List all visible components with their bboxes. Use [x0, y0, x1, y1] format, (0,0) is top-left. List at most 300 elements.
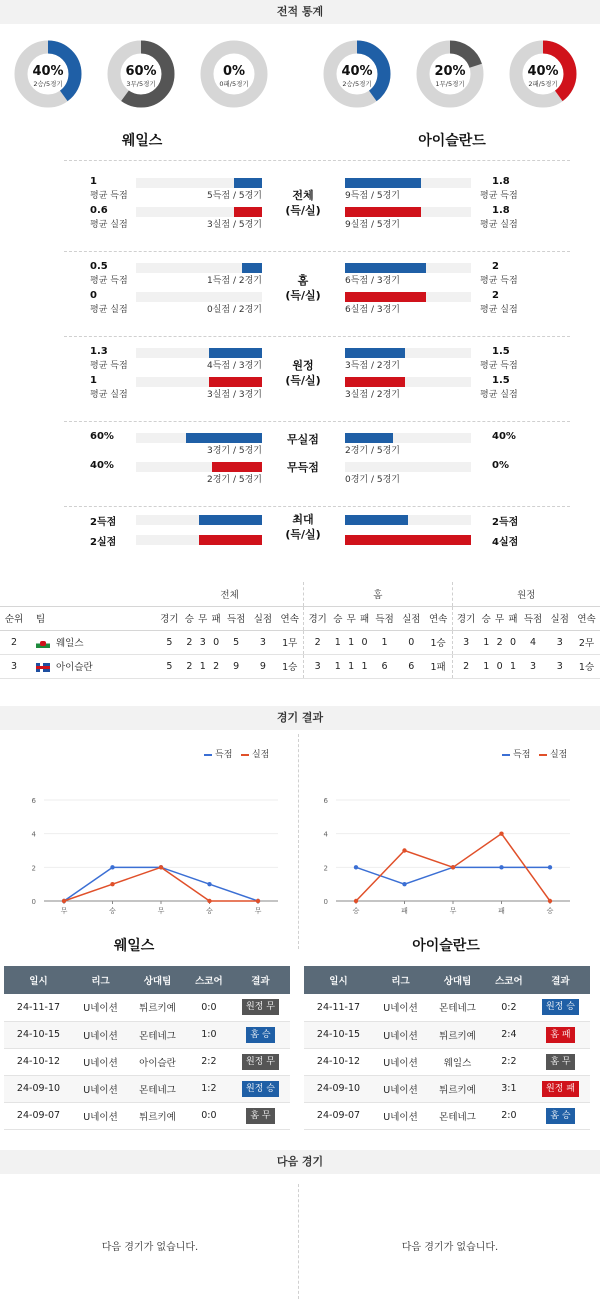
results-cell: 24-09-07: [304, 1102, 373, 1129]
center-line-2: (득/실): [285, 289, 321, 302]
results-cell: 3:1: [487, 1075, 531, 1102]
standings-cell: 2: [452, 654, 479, 678]
results-cell: 0:2: [487, 994, 531, 1021]
results-cell: U네이션: [373, 1048, 428, 1075]
standings-column-header: 경기: [156, 606, 183, 630]
results-cell: [531, 1102, 590, 1129]
standings-column-header: 승: [480, 606, 493, 630]
compare-value: 2: [492, 290, 499, 301]
standings-cell: 1승: [425, 630, 452, 654]
x-tick-label: 패: [401, 907, 408, 915]
compare-center-label: [263, 358, 343, 388]
standings-cell: 1: [480, 630, 493, 654]
results-cell: 몬테네그: [428, 1102, 487, 1129]
standings-cell: 2: [304, 630, 331, 654]
compare-bar: [209, 377, 262, 387]
compare-label: 평균 득점: [480, 276, 518, 286]
donut-label: [416, 64, 484, 88]
table-row: [304, 1021, 590, 1048]
center-line-1: 최대: [292, 513, 314, 526]
data-point: [207, 899, 211, 903]
compare-bar: [345, 535, 471, 545]
compare-label: 평균 실점: [90, 390, 128, 400]
results-column-header: 리그: [373, 966, 428, 994]
compare-bar: [345, 263, 426, 273]
table-row: [0, 630, 600, 654]
center-line-2: (득/실): [285, 204, 321, 217]
compare-value: 2득점: [492, 517, 519, 528]
compare-bar-text: 0경기 / 5경기: [345, 475, 400, 485]
compare-center-label: [263, 188, 343, 218]
legend-right: [502, 747, 567, 760]
standings-cell: 2: [183, 630, 196, 654]
compare-label: 평균 실점: [480, 220, 518, 230]
donut-percent: 40%: [527, 64, 559, 79]
results-column-header: 상대팀: [428, 966, 487, 994]
compare-bar: [345, 207, 421, 217]
results-cell: 0:0: [187, 1102, 231, 1129]
away-form-chart: [300, 780, 598, 920]
compare-value: 4실점: [492, 537, 519, 548]
results-cell: 1:0: [187, 1021, 231, 1048]
table-row: [304, 1102, 590, 1129]
compare-value: 0%: [492, 460, 509, 471]
compare-bar-text: 3실점 / 5경기: [207, 220, 262, 230]
compare-value: 2득점: [90, 517, 117, 528]
compare-bar: [345, 515, 408, 525]
home-results-title: 웨일스: [113, 938, 155, 954]
data-point: [451, 865, 455, 869]
data-point: [110, 882, 114, 886]
results-cell: 몬테네그: [128, 1021, 187, 1048]
legend-scored-label: 득점: [513, 750, 531, 760]
wales-flag-icon: [36, 639, 50, 648]
donut-label: [14, 64, 82, 88]
standings-column-header: 패: [358, 606, 371, 630]
data-point: [548, 865, 552, 869]
away-team-title: 아이슬란드: [418, 133, 486, 149]
data-point: [402, 882, 406, 886]
data-point: [159, 865, 163, 869]
legend-scored-swatch: [204, 754, 212, 756]
donut-subtitle: 2승/5경기: [33, 80, 63, 88]
y-tick-label: 2: [323, 864, 328, 873]
standings-cell: 1패: [425, 654, 452, 678]
compare-center-label: [263, 273, 343, 303]
center-line-2: (득/실): [285, 374, 321, 387]
compare-bar-text: 3득점 / 2경기: [345, 361, 400, 371]
result-badge: 원정 패: [542, 1081, 579, 1097]
x-tick-label: 무: [254, 907, 262, 915]
compare-value: 2실점: [90, 537, 117, 548]
compare-center-label: [263, 512, 343, 542]
compare-value: 1.3: [90, 346, 108, 357]
compare-label: 평균 실점: [480, 305, 518, 315]
compare-value: 2: [492, 261, 499, 272]
standings-cell: 1: [196, 654, 209, 678]
results-cell: 튀르키예: [128, 1102, 187, 1129]
table-row: [4, 1021, 290, 1048]
result-badge: 홈 승: [246, 1027, 274, 1043]
y-tick-label: 0: [323, 898, 328, 906]
standings-cell: 5: [156, 654, 183, 678]
center-line-2: 무득점: [287, 461, 319, 474]
home-next-empty: 다음 경기가 없습니다.: [101, 1242, 199, 1253]
results-column-header: 리그: [73, 966, 128, 994]
result-badge: 홈 무: [246, 1108, 274, 1124]
compare-label: 평균 득점: [480, 191, 518, 201]
standings-cell: 2무: [573, 630, 600, 654]
x-tick-label: 무: [60, 907, 68, 915]
compare-center-label: [263, 432, 343, 475]
standings-cell: 3: [546, 654, 573, 678]
table-row: [304, 1048, 590, 1075]
home-form-chart: [0, 780, 298, 920]
compare-bar-text: 2경기 / 5경기: [207, 475, 262, 485]
compare-bar: [345, 178, 421, 188]
team-name-cell: 아이슬란: [28, 654, 156, 678]
standings-table: [0, 582, 600, 679]
donut-subtitle: 0패/5경기: [219, 80, 249, 88]
standings-column-header: 실점: [398, 606, 425, 630]
standings-column-header: 패: [506, 606, 519, 630]
standings-cell: 1승: [573, 654, 600, 678]
standings-group-header: 홈: [304, 582, 452, 606]
results-section-title: 경기 결과: [0, 706, 600, 730]
standings-cell: 1: [480, 654, 493, 678]
results-cell: 0:0: [187, 994, 231, 1021]
results-cell: U네이션: [373, 1102, 428, 1129]
standings-cell: 3: [304, 654, 331, 678]
standings-cell: 1: [345, 630, 358, 654]
results-cell: 튀르키예: [128, 994, 187, 1021]
standings-cell: 5: [223, 630, 250, 654]
standings-column-header: 팀: [28, 606, 156, 630]
compare-bar-text: 2경기 / 5경기: [345, 446, 400, 456]
donut-label: [509, 64, 577, 88]
table-row: [4, 1102, 290, 1129]
compare-bar: [345, 348, 405, 358]
results-cell: 웨일스: [428, 1048, 487, 1075]
results-cell: 2:2: [487, 1048, 531, 1075]
standings-cell: 1무: [276, 630, 303, 654]
compare-label: 평균 득점: [90, 361, 128, 371]
table-row: [4, 994, 290, 1021]
donut-subtitle: 1무/5경기: [435, 80, 465, 88]
compare-bar: [345, 292, 426, 302]
standings-cell: 9: [223, 654, 250, 678]
iceland-flag-icon: [36, 663, 50, 672]
away-results-title: 아이슬란드: [412, 938, 480, 954]
data-point: [499, 865, 503, 869]
result-badge: 원정 승: [242, 1081, 279, 1097]
compare-value: 1.8: [492, 176, 510, 187]
donut-percent: 40%: [32, 64, 64, 79]
results-column-header: 일시: [304, 966, 373, 994]
data-point: [402, 848, 406, 852]
next-section-title: 다음 경기: [0, 1150, 600, 1174]
compare-bar-text: 4득점 / 3경기: [207, 361, 262, 371]
divider: [64, 421, 570, 422]
compare-value: 1.5: [492, 346, 510, 357]
compare-value: 40%: [90, 460, 114, 471]
compare-bar-text: 3경기 / 5경기: [207, 446, 262, 456]
standings-cell: 6: [398, 654, 425, 678]
data-point: [548, 899, 552, 903]
center-line-1: 무실점: [287, 433, 319, 446]
legend-conceded-label: 실점: [549, 750, 568, 760]
standings-column-header: 승: [183, 606, 196, 630]
results-cell: U네이션: [73, 1102, 128, 1129]
donut-percent: 40%: [341, 64, 373, 79]
results-cell: 몬테네그: [428, 994, 487, 1021]
results-cell: 몬테네그: [128, 1075, 187, 1102]
compare-bar-text: 5득점 / 5경기: [207, 191, 262, 201]
results-cell: [231, 1075, 290, 1102]
standings-cell: 1승: [276, 654, 303, 678]
compare-bar-text: 9실점 / 5경기: [345, 220, 400, 230]
series-line: [64, 867, 258, 901]
results-cell: U네이션: [73, 1021, 128, 1048]
results-cell: 24-09-07: [4, 1102, 73, 1129]
compare-bar: [345, 433, 393, 443]
standings-group-header: 원정: [452, 582, 600, 606]
x-tick-label: 무: [157, 907, 165, 915]
donut-label: [107, 64, 175, 88]
results-column-header: 결과: [231, 966, 290, 994]
results-cell: 24-11-17: [304, 994, 373, 1021]
data-point: [354, 865, 358, 869]
standings-cell: 0: [506, 630, 519, 654]
results-cell: 아이슬란: [128, 1048, 187, 1075]
center-line-1: 전체: [292, 189, 314, 202]
compare-bar: [199, 515, 262, 525]
standings-column-header: 연속: [573, 606, 600, 630]
compare-value: 1: [90, 375, 97, 386]
x-tick-label: 패: [498, 907, 505, 915]
standings-cell: 1: [506, 654, 519, 678]
standings-cell: 1: [331, 654, 344, 678]
standings-column-header: 득점: [520, 606, 547, 630]
chart-divider: [298, 734, 299, 949]
results-cell: 2:0: [487, 1102, 531, 1129]
standings-column-header: 연속: [425, 606, 452, 630]
standings-cell: 0: [209, 630, 222, 654]
results-cell: 튀르키예: [428, 1021, 487, 1048]
y-tick-label: 2: [31, 864, 36, 873]
results-column-header: 스코어: [487, 966, 531, 994]
compare-bar: [186, 433, 262, 443]
standings-cell: 4: [520, 630, 547, 654]
standings-cell: 2: [209, 654, 222, 678]
standings-cell: 3: [452, 630, 479, 654]
standings-cell: 3: [546, 630, 573, 654]
result-badge: 홈 승: [546, 1108, 574, 1124]
standings-cell: 2: [0, 630, 28, 654]
legend-scored-swatch: [502, 754, 510, 756]
x-tick-label: 승: [109, 907, 116, 915]
results-cell: 24-10-15: [304, 1021, 373, 1048]
legend-scored-label: 득점: [215, 750, 233, 760]
donut-percent: 0%: [222, 64, 246, 79]
standings-cell: 2: [493, 630, 506, 654]
donut-subtitle: 2승/5경기: [342, 80, 372, 88]
home-results-table: [4, 966, 290, 1130]
table-row: [304, 1075, 590, 1102]
standings-cell: 6: [371, 654, 398, 678]
compare-bar-text: 3실점 / 2경기: [345, 390, 400, 400]
compare-value: 40%: [492, 431, 516, 442]
compare-value: 1.8: [492, 205, 510, 216]
results-cell: 24-11-17: [4, 994, 73, 1021]
standings-column-header: 실점: [250, 606, 277, 630]
results-column-header: 상대팀: [128, 966, 187, 994]
standings-column-header: 실점: [546, 606, 573, 630]
compare-label: 평균 실점: [90, 220, 128, 230]
results-cell: [231, 994, 290, 1021]
compare-bar-text: 3실점 / 3경기: [207, 390, 262, 400]
result-badge: 홈 무: [546, 1054, 574, 1070]
results-cell: [531, 1021, 590, 1048]
compare-label: 평균 실점: [480, 390, 518, 400]
divider: [64, 251, 570, 252]
donut-percent: 20%: [434, 64, 466, 79]
result-badge: 홈 패: [546, 1027, 574, 1043]
away-next-empty: 다음 경기가 없습니다.: [401, 1242, 499, 1253]
compare-bar-text: 0실점 / 2경기: [207, 305, 262, 315]
compare-value: 60%: [90, 431, 114, 442]
results-cell: 2:4: [487, 1021, 531, 1048]
results-cell: [531, 994, 590, 1021]
x-tick-label: 무: [449, 907, 457, 915]
data-point: [256, 899, 260, 903]
standings-cell: 3: [250, 630, 277, 654]
compare-bar: [242, 263, 262, 273]
standings-column-header: 무: [196, 606, 209, 630]
data-point: [62, 899, 66, 903]
compare-bar: [212, 462, 262, 472]
standings-column-header: 경기: [304, 606, 331, 630]
compare-label: 평균 득점: [480, 361, 518, 371]
donut-label: [200, 64, 268, 88]
data-point: [110, 865, 114, 869]
standings-column-header: 득점: [371, 606, 398, 630]
result-badge: 원정 무: [242, 1054, 279, 1070]
results-cell: U네이션: [73, 1048, 128, 1075]
standings-cell: 5: [156, 630, 183, 654]
table-row: [4, 1075, 290, 1102]
standings-column-header: 경기: [452, 606, 479, 630]
results-cell: 24-10-12: [304, 1048, 373, 1075]
table-row: [304, 994, 590, 1021]
compare-bar-text: 6실점 / 3경기: [345, 305, 400, 315]
away-results-table: [304, 966, 590, 1130]
legend-left: [204, 747, 269, 760]
standings-column-header: 승: [331, 606, 344, 630]
standings-cell: 1: [371, 630, 398, 654]
divider: [64, 336, 570, 337]
donut-subtitle: 3무/5경기: [126, 80, 156, 88]
standings-cell: 1: [358, 654, 371, 678]
compare-label: 평균 실점: [90, 305, 128, 315]
results-column-header: 스코어: [187, 966, 231, 994]
results-column-header: 일시: [4, 966, 73, 994]
standings-column-header: 득점: [223, 606, 250, 630]
result-badge: 원정 승: [542, 999, 579, 1015]
y-tick-label: 0: [31, 898, 36, 906]
results-cell: 24-09-10: [304, 1075, 373, 1102]
stats-section-title: 전적 통계: [0, 0, 600, 24]
data-point: [354, 899, 358, 903]
compare-value: 1.5: [492, 375, 510, 386]
standings-cell: 3: [520, 654, 547, 678]
compare-value: 0.5: [90, 261, 108, 272]
standings-group-header: 전체: [220, 589, 239, 601]
result-badge: 원정 무: [242, 999, 279, 1015]
data-point: [499, 831, 503, 835]
divider: [64, 160, 570, 161]
compare-bar: [345, 377, 405, 387]
results-cell: U네이션: [73, 994, 128, 1021]
results-cell: 24-10-15: [4, 1021, 73, 1048]
results-cell: 1:2: [187, 1075, 231, 1102]
series-line: [64, 867, 258, 901]
center-line-2: (득/실): [285, 528, 321, 541]
standings-cell: 2: [183, 654, 196, 678]
donut-label: [323, 64, 391, 88]
compare-bar: [234, 178, 262, 188]
home-team-title: 웨일스: [121, 133, 163, 149]
results-cell: [531, 1048, 590, 1075]
results-cell: 2:2: [187, 1048, 231, 1075]
center-line-1: 홈: [297, 274, 309, 287]
compare-value: 0.6: [90, 205, 108, 216]
standings-cell: 0: [493, 654, 506, 678]
table-row: [0, 654, 600, 678]
compare-bar: [209, 348, 262, 358]
results-cell: U네이션: [73, 1075, 128, 1102]
standings-column-header: 순위: [0, 606, 28, 630]
standings-cell: 3: [196, 630, 209, 654]
x-tick-label: 승: [352, 907, 360, 915]
results-cell: U네이션: [373, 1021, 428, 1048]
standings-cell: 9: [250, 654, 277, 678]
compare-label: 평균 득점: [90, 276, 128, 286]
results-cell: U네이션: [373, 1075, 428, 1102]
compare-bar-track: [136, 292, 262, 302]
standings-cell: 3: [0, 654, 28, 678]
y-tick-label: 6: [323, 797, 328, 805]
x-tick-label: 승: [206, 907, 213, 915]
donut-percent: 60%: [125, 64, 157, 79]
results-cell: [231, 1048, 290, 1075]
standings-cell: 0: [398, 630, 425, 654]
y-tick-label: 4: [323, 830, 328, 839]
compare-bar-text: 1득점 / 2경기: [207, 276, 262, 286]
compare-bar-track: [345, 462, 471, 472]
standings-column-header: 무: [493, 606, 506, 630]
legend-conceded-swatch: [241, 754, 249, 756]
compare-bar-text: 9득점 / 5경기: [345, 191, 400, 201]
results-cell: 튀르키예: [428, 1075, 487, 1102]
legend-conceded-swatch: [539, 754, 547, 756]
compare-bar-text: 6득점 / 3경기: [345, 276, 400, 286]
standings-cell: 0: [358, 630, 371, 654]
compare-bar: [199, 535, 262, 545]
standings-column-header: 연속: [276, 606, 303, 630]
compare-value: 1: [90, 176, 97, 187]
standings-cell: 1: [345, 654, 358, 678]
